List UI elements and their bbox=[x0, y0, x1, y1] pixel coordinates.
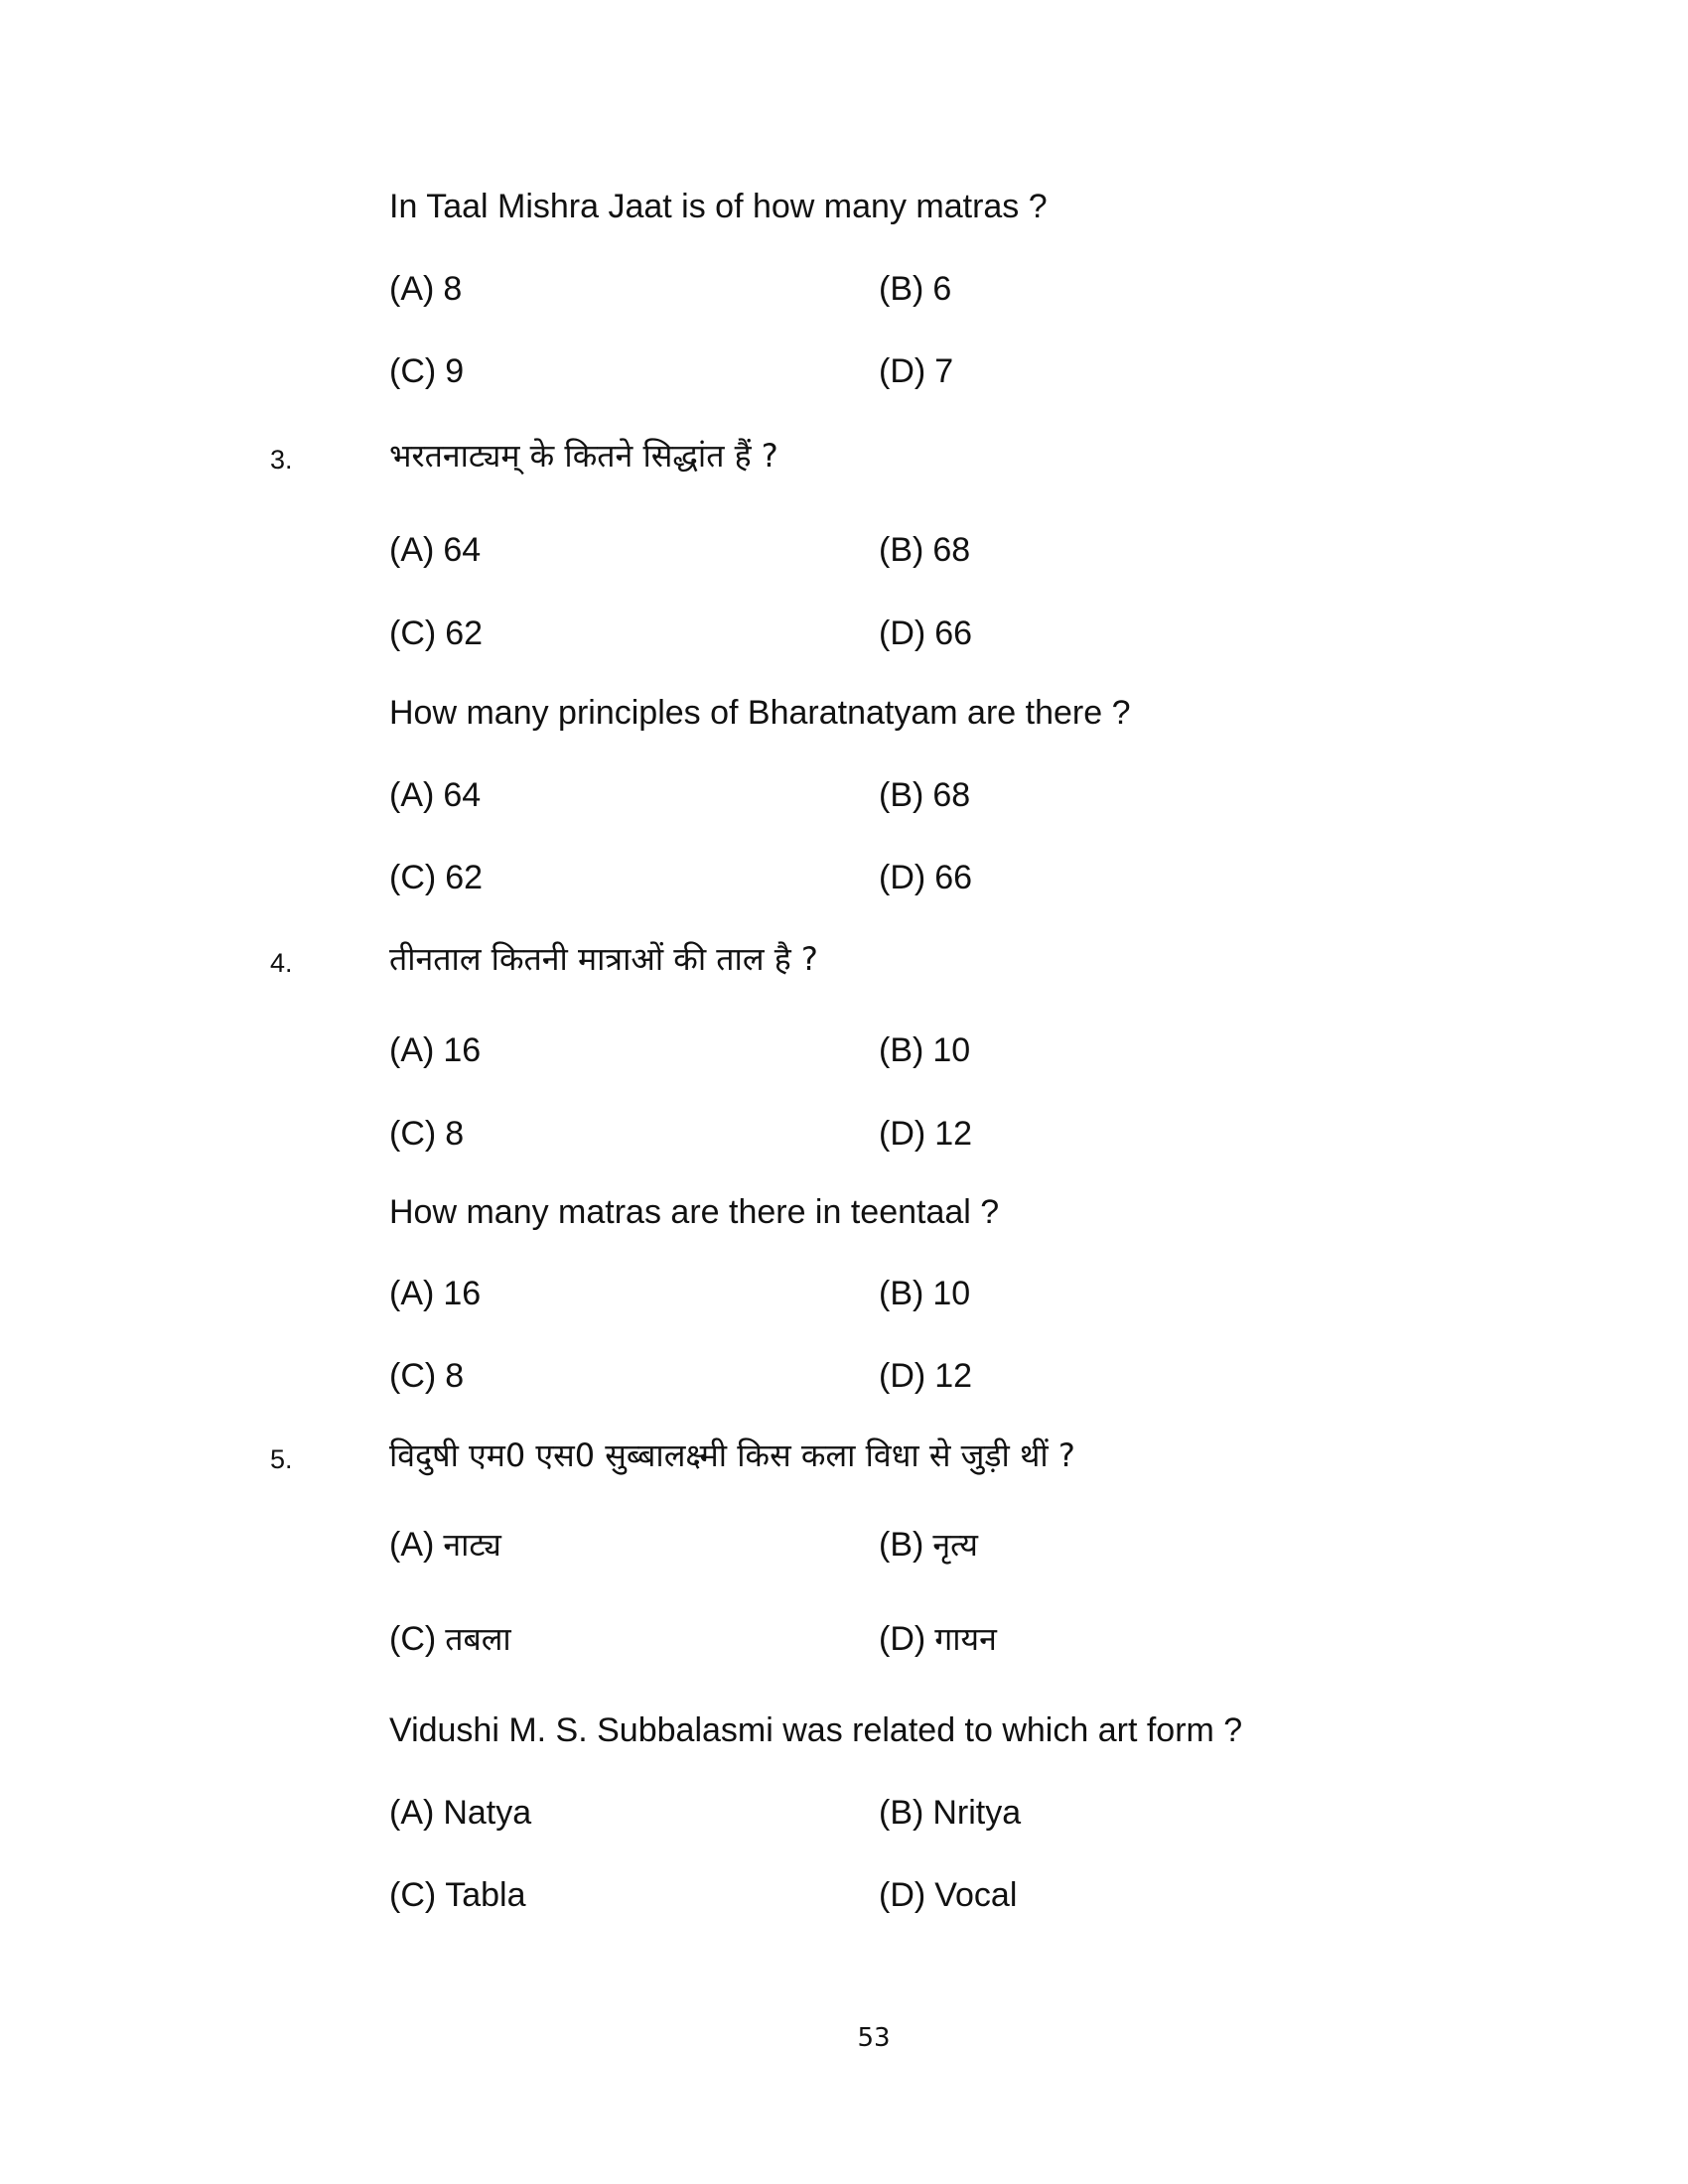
option-text-hindi: नाट्य bbox=[443, 1526, 501, 1564]
option-label: (A) bbox=[389, 1031, 435, 1069]
option-text: 62 bbox=[445, 614, 484, 652]
option-c bbox=[389, 861, 483, 900]
option-label: (D) bbox=[879, 859, 926, 896]
option-label: (B) bbox=[879, 1031, 924, 1069]
option-c bbox=[389, 1622, 511, 1662]
option-label: (B) bbox=[879, 1794, 924, 1832]
option-label: (A) bbox=[389, 531, 435, 569]
option-text: 64 bbox=[443, 776, 482, 814]
option-text: 62 bbox=[445, 859, 484, 896]
option-label: (A) bbox=[389, 1794, 435, 1832]
option-a bbox=[389, 1796, 531, 1836]
option-text: Tabla bbox=[445, 1876, 526, 1914]
option-label: (B) bbox=[879, 531, 924, 569]
option-label: (D) bbox=[879, 1115, 926, 1153]
option-label: (C) bbox=[389, 352, 437, 390]
option-text-hindi: तबला bbox=[445, 1620, 511, 1658]
option-label: (B) bbox=[879, 1526, 924, 1564]
option-text: 9 bbox=[445, 352, 465, 390]
option-d bbox=[879, 1878, 1017, 1918]
option-d bbox=[879, 1117, 972, 1157]
option-label: (D) bbox=[879, 1620, 926, 1658]
option-c bbox=[389, 1359, 464, 1399]
question-text-hindi: विदुषी एम0 एस0 सुब्बालक्ष्मी किस कला विधा से जुड़ी थीं ? bbox=[389, 1436, 1075, 1474]
option-label: (C) bbox=[389, 1357, 437, 1395]
option-b bbox=[879, 533, 970, 573]
option-text: 12 bbox=[934, 1115, 973, 1153]
option-text: Natya bbox=[443, 1794, 532, 1832]
option-text: 10 bbox=[932, 1275, 971, 1312]
option-a bbox=[389, 778, 481, 818]
option-text: 66 bbox=[934, 859, 973, 896]
question-number: 4. bbox=[270, 948, 293, 978]
question-text: In Taal Mishra Jaat is of how many matras ? bbox=[389, 188, 1048, 225]
option-text: 8 bbox=[445, 1357, 465, 1395]
option-label: (A) bbox=[389, 1526, 435, 1564]
question-text-hindi: भरतनाट्यम् के कितने सिद्धांत हैं ? bbox=[389, 437, 778, 475]
option-text-hindi: नृत्य bbox=[932, 1526, 978, 1564]
option-a bbox=[389, 272, 462, 312]
option-label: (C) bbox=[389, 1620, 437, 1658]
option-text: 68 bbox=[932, 531, 971, 569]
option-label: (B) bbox=[879, 270, 924, 308]
option-label: (A) bbox=[389, 270, 435, 308]
question-text: How many principles of Bharatnatyam are there ? bbox=[389, 694, 1131, 732]
page-number: 53 bbox=[857, 2023, 891, 2053]
option-c bbox=[389, 1117, 464, 1157]
option-text: 16 bbox=[443, 1275, 482, 1312]
option-label: (C) bbox=[389, 859, 437, 896]
option-d bbox=[879, 1359, 972, 1399]
option-text: Vocal bbox=[934, 1876, 1018, 1914]
option-b bbox=[879, 1277, 970, 1316]
question-text: How many matras are there in teentaal ? bbox=[389, 1193, 1000, 1231]
option-text: Nritya bbox=[932, 1794, 1022, 1832]
option-d bbox=[879, 861, 972, 900]
option-d bbox=[879, 1622, 997, 1662]
option-a bbox=[389, 533, 481, 573]
option-label: (C) bbox=[389, 1876, 437, 1914]
option-text: 10 bbox=[932, 1031, 971, 1069]
option-label: (A) bbox=[389, 1275, 435, 1312]
option-label: (B) bbox=[879, 1275, 924, 1312]
option-text: 6 bbox=[932, 270, 952, 308]
option-text: 7 bbox=[934, 352, 954, 390]
option-d bbox=[879, 616, 972, 656]
option-text: 12 bbox=[934, 1357, 973, 1395]
option-text: 8 bbox=[443, 270, 463, 308]
option-b bbox=[879, 1796, 1021, 1836]
option-text: 64 bbox=[443, 531, 482, 569]
option-c bbox=[389, 1878, 525, 1918]
option-a bbox=[389, 1033, 481, 1073]
option-a bbox=[389, 1528, 501, 1568]
option-label: (D) bbox=[879, 352, 926, 390]
option-c bbox=[389, 616, 483, 656]
option-d bbox=[879, 354, 953, 394]
option-label: (C) bbox=[389, 1115, 437, 1153]
question-number: 3. bbox=[270, 445, 293, 475]
option-label: (D) bbox=[879, 614, 926, 652]
option-text: 66 bbox=[934, 614, 973, 652]
option-text-hindi: गायन bbox=[934, 1620, 997, 1658]
option-c bbox=[389, 354, 464, 394]
option-label: (A) bbox=[389, 776, 435, 814]
option-label: (D) bbox=[879, 1357, 926, 1395]
option-a bbox=[389, 1277, 481, 1316]
question-text: Vidushi M. S. Subbalasmi was related to which art form ? bbox=[389, 1711, 1243, 1749]
question-number: 5. bbox=[270, 1444, 293, 1474]
option-label: (C) bbox=[389, 614, 437, 652]
option-text: 16 bbox=[443, 1031, 482, 1069]
option-b bbox=[879, 1528, 978, 1568]
option-b bbox=[879, 272, 951, 312]
option-text: 68 bbox=[932, 776, 971, 814]
option-text: 8 bbox=[445, 1115, 465, 1153]
option-b bbox=[879, 778, 970, 818]
option-label: (D) bbox=[879, 1876, 926, 1914]
option-b bbox=[879, 1033, 970, 1073]
option-label: (B) bbox=[879, 776, 924, 814]
question-text-hindi: तीनताल कितनी मात्राओं की ताल है ? bbox=[389, 940, 818, 978]
